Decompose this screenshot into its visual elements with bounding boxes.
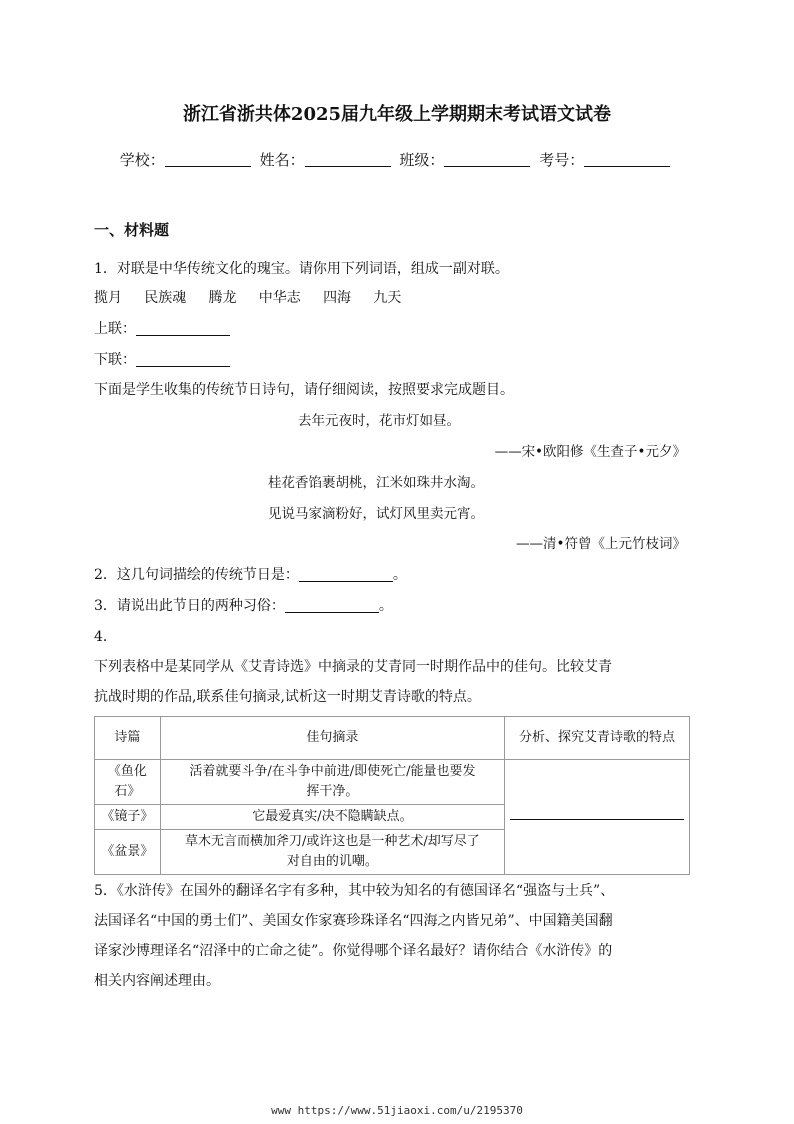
table-header-row [95, 717, 690, 760]
upper-couplet [94, 318, 230, 338]
analysis-answer-line [510, 818, 684, 820]
name-label: 姓名： [259, 151, 305, 169]
poem-2-line-2: 见说马家滴粉好，试灯风里卖元宵。 [268, 506, 484, 522]
class-blank [444, 152, 530, 167]
lower-couplet-label: 下联： [94, 352, 136, 368]
question-2-end: 。 [392, 567, 407, 583]
word-item: 民族魂 [144, 290, 187, 306]
question-5-line-2: 法国译名“中国的勇士们”、美国女作家赛珍珠译名“四海之内皆兄弟”、中国籍美国翻 [94, 913, 613, 929]
poem-table [94, 716, 690, 875]
word-item: 四海 [323, 290, 352, 306]
exam-no-blank [584, 152, 670, 167]
question-5-line-1: 5．《水浒传》在国外的翻译名字有多种，其中较为知名的有德国译名“强盗与士兵”、 [94, 883, 615, 899]
word-item: 中华志 [258, 290, 301, 306]
question-1: 1．对联是中华传统文化的瑰宝。请你用下列词语，组成一副对联。 [94, 261, 509, 277]
table-cell-title: 《盆景》 [95, 830, 161, 875]
upper-couplet-blank [136, 321, 230, 336]
table-cell-quote: 它最爱真实/决不隐瞒缺点。 [160, 805, 504, 830]
question-2 [94, 564, 407, 584]
question-4-line-1: 下列表格中是某同学从《艾青诗选》中摘录的艾青同一时期作品中的佳句。比较艾青 [94, 659, 612, 675]
class-label: 班级： [399, 151, 445, 169]
lower-couplet [94, 349, 230, 369]
question-5-line-4: 相关内容阐述理由。 [94, 973, 220, 989]
footer-url: www https://www.51jiaoxi.com/u/2195370 [271, 1104, 523, 1117]
table-header: 佳句摘录 [160, 717, 504, 760]
question-2-blank [299, 567, 393, 582]
word-item: 揽月 [94, 290, 122, 306]
student-info [0, 149, 794, 170]
poem-2-line-1: 桂花香馅裹胡桃，江米如珠井水淘。 [268, 475, 484, 491]
word-list [94, 287, 401, 307]
school-blank [165, 152, 251, 167]
table-cell-quote: 草木无言而横加斧刀/或许这也是一种艺术/却写尽了对自由的讥嘲。 [160, 830, 504, 875]
exam-no-label: 考号： [539, 151, 585, 169]
poem-1-source: ——宋•欧阳修《生查子•元夕》 [494, 444, 686, 460]
table-header: 分析、探究艾青诗歌的特点 [505, 717, 690, 760]
upper-couplet-label: 上联： [94, 321, 136, 337]
word-item: 腾龙 [208, 290, 237, 306]
table-cell-title: 《镜子》 [95, 805, 161, 830]
question-2-text: 2．这几句词描绘的传统节日是： [94, 567, 299, 583]
poem-1-line: 去年元夜时，花市灯如昼。 [298, 413, 460, 429]
table-cell-quote: 活着就要斗争/在斗争中前进/即使死亡/能量也要发挥干净。 [160, 760, 504, 805]
question-4-number: 4． [94, 629, 117, 645]
question-3-end: 。 [378, 598, 393, 614]
table-row [95, 760, 690, 805]
page-title: 浙江省浙共体2025届九年级上学期期末考试语文试卷 [182, 104, 612, 125]
question-5-line-3: 译家沙博理译名“沼泽中的亡命之徒”。你觉得哪个译名最好？请你结合《水浒传》的 [94, 943, 613, 959]
table-header: 诗篇 [95, 717, 161, 760]
school-label: 学校： [119, 151, 165, 169]
section-heading: 一、材料题 [94, 221, 170, 239]
analysis-cell [505, 760, 690, 875]
question-3-text: 3．请说出此节日的两种习俗： [94, 598, 285, 614]
word-item: 九天 [373, 290, 402, 306]
question-3 [94, 595, 393, 615]
poem-intro: 下面是学生收集的传统节日诗句，请仔细阅读，按照要求完成题目。 [94, 382, 514, 398]
question-4-line-2: 抗战时期的作品,联系佳句摘录,试析这一时期艾青诗歌的特点。 [94, 689, 481, 705]
name-blank [305, 152, 391, 167]
question-3-blank [285, 598, 379, 613]
table-cell-title: 《鱼化石》 [95, 760, 161, 805]
lower-couplet-blank [136, 352, 230, 367]
poem-2-source: ——清•符曾《上元竹枝词》 [516, 536, 686, 552]
